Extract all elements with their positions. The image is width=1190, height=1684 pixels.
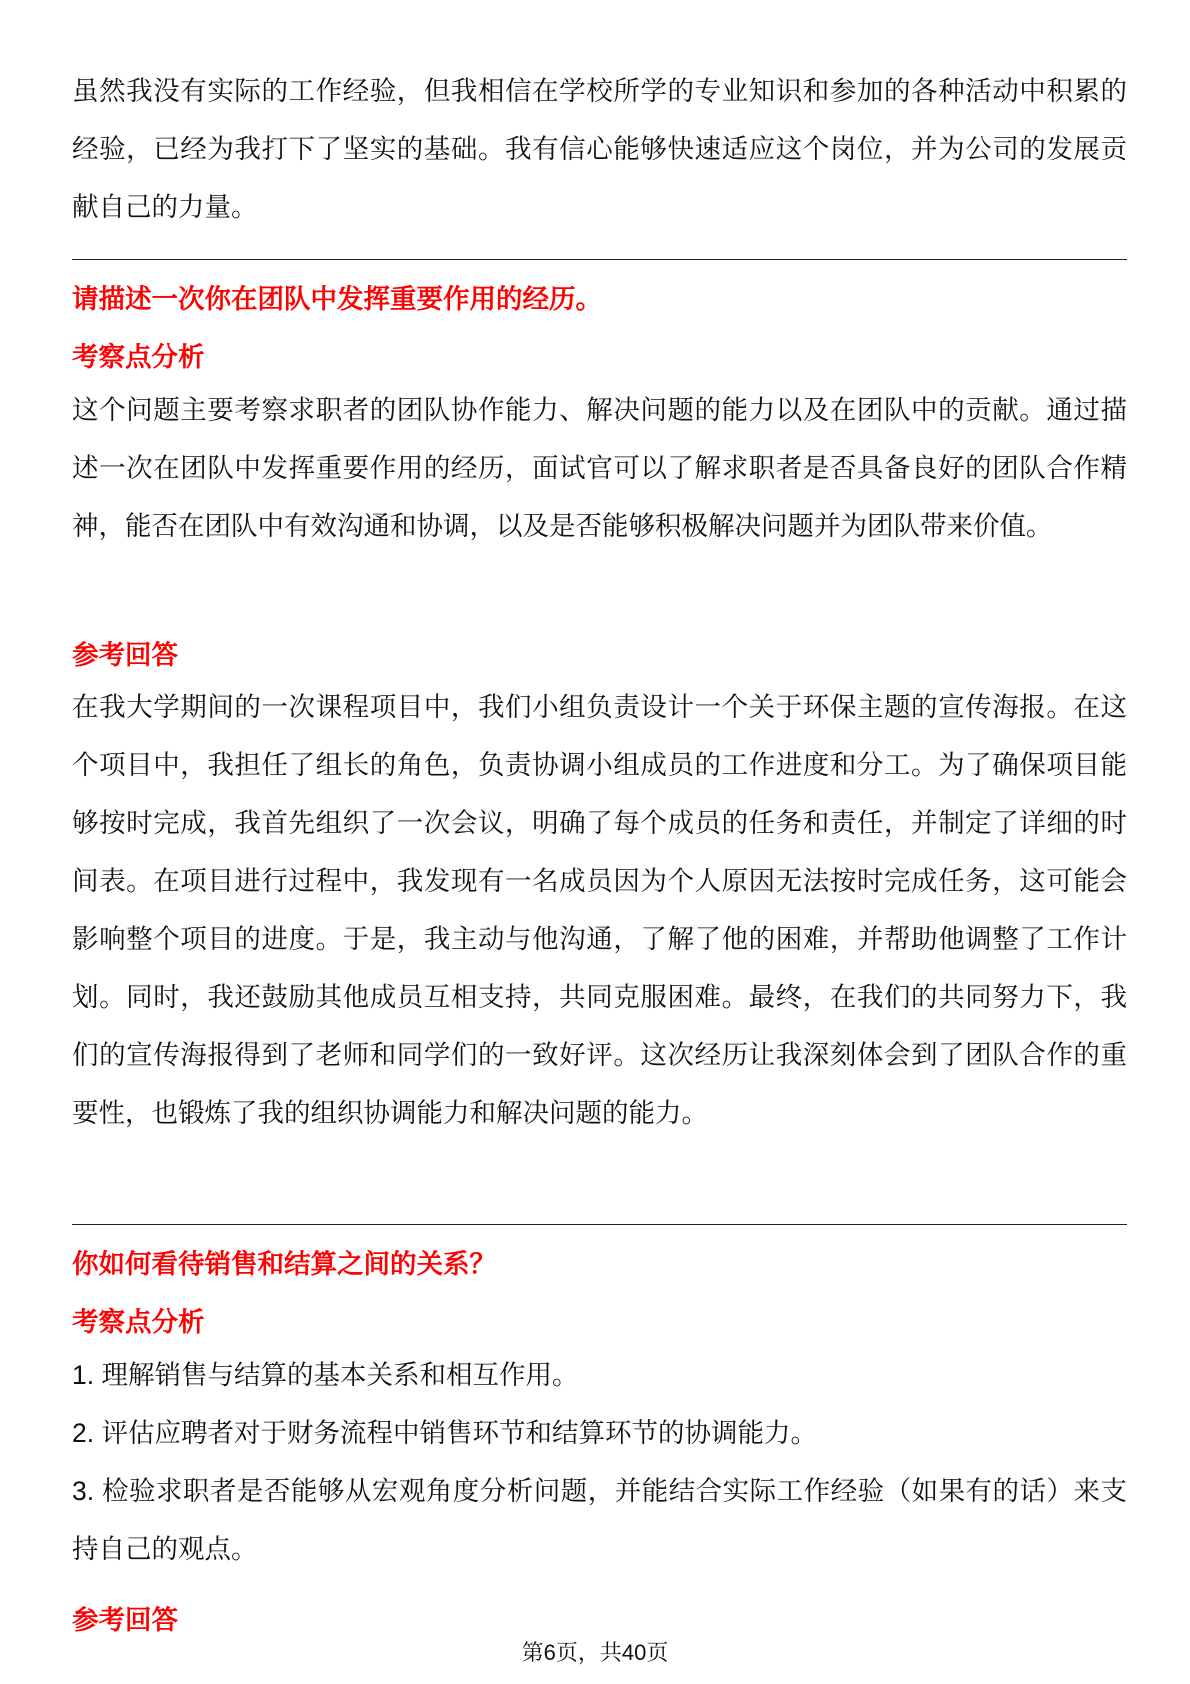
question-heading: 你如何看待销售和结算之间的关系？: [72, 1249, 496, 1279]
list-item: 3. 检验求职者是否能够从宏观角度分析问题，并能结合实际工作经验（如果有的话）来支持自己的观点。: [72, 1476, 1127, 1564]
question-heading: 请描述一次你在团队中发挥重要作用的经历。: [72, 284, 602, 314]
answer-label: 参考回答: [72, 640, 178, 670]
answer-paragraph: 在我大学期间的一次课程项目中，我们小组负责设计一个关于环保主题的宣传海报。在这个项目中，我担任了组长的角色，负责协调小组成员的工作进度和分工。为了确保项目能够按时完成，我首先组织了一次会议，明确了每个成员的任务和责任，并制定了详细的时间表。在项目进行过程中，我发现有一名成员因为个人原因无法按时完成任务，这可能会影响整个项目的进度。于是，我主动与他沟通，了解了他的困难，并帮助他调整了工作计划。同时，我还鼓励其他成员互相支持，共同克服困难。最终，在我们的共同努力下，我们的宣传海报得到了老师和同学们的一致好评。这次经历让我深刻体会到了团队合作的重要性，也锻炼了我的组织协调能力和解决问题的能力。: [72, 692, 1127, 1128]
answer-label: 参考回答: [72, 1605, 178, 1635]
analysis-paragraph: 这个问题主要考察求职者的团队协作能力、解决问题的能力以及在团队中的贡献。通过描述一次在团队中发挥重要作用的经历，面试官可以了解求职者是否具备良好的团队合作精神，能否在团队中有效沟通和协调，以及是否能够积极解决问题并为团队带来价值。: [72, 395, 1127, 541]
list-item: 2. 评估应聘者对于财务流程中销售环节和结算环节的协调能力。: [72, 1418, 817, 1448]
divider: [72, 1224, 1127, 1225]
intro-paragraph: 虽然我没有实际的工作经验，但我相信在学校所学的专业知识和参加的各种活动中积累的经验，已经为我打下了坚实的基础。我有信心能够快速适应这个岗位，并为公司的发展贡献自己的力量。: [72, 76, 1127, 222]
analysis-label: 考察点分析: [72, 342, 205, 372]
list-item: 1. 理解销售与结算的基本关系和相互作用。: [72, 1360, 579, 1390]
analysis-list: [72, 1346, 1127, 1578]
analysis-label: 考察点分析: [72, 1307, 205, 1337]
divider: [72, 259, 1127, 260]
page-number: 第6页，共40页: [521, 1640, 669, 1665]
